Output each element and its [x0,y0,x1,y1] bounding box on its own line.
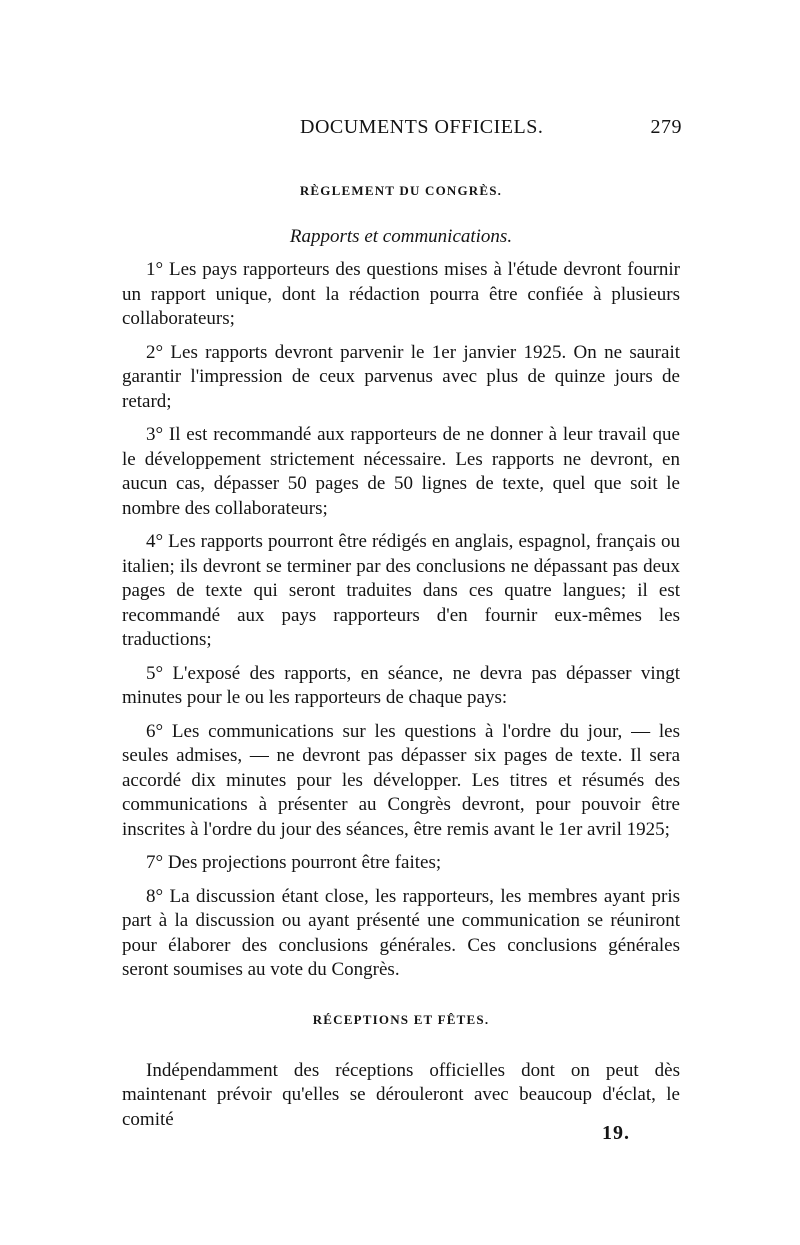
section-heading-receptions: RÉCEPTIONS ET FÊTES. [312,1011,490,1027]
paragraph-article-4: 4° Les rapports pourront être rédigés en anglais, espagnol, français ou italien; ils devront se terminer par des conclusions ne dépassant pas deux pages de texte qui seront traduites dans ces quatre langues; il est recommandé aux pays rapporteurs d'en fournir eux-mêmes les traductions; [122,531,680,650]
section-heading-reglement: RÈGLEMENT DU CONGRÈS. [299,183,503,198]
paragraph-article-7: 7° Des projections pourront être faites; [146,852,442,873]
paragraph-article-6: 6° Les communications sur les questions à l'ordre du jour, — les seules admises, — ne devront pas dépasser six pages de texte. Il sera accordé dix minutes pour les développer. Les titres et résumés des communications à présenter au Congrès devront, pour pouvoir être inscrites à l'ordre du jour des séances, être remis avant le 1er avril 1925; [122,720,680,840]
body-text [122,180,680,1141]
paragraph-article-3: 3° Il est recommandé aux rapporteurs de ne donner à leur travail que le développement strictement nécessaire. Les rapports ne devront, en aucun cas, dépasser 50 pages de 50 lignes de texte, quel que soit le nombre des collaborateurs; [122,424,680,519]
paragraph-article-1: 1° Les pays rapporteurs des questions mises à l'étude devront fournir un rapport unique, dont la rédaction pourra être confiée à plusieurs collaborateurs; [122,259,680,329]
page-number: 279 [650,116,682,138]
subsection-heading-rapports: Rapports et communications. [289,226,513,247]
header-title: DOCUMENTS OFFICIELS. [300,116,544,138]
paragraph-article-8: 8° La discussion étant close, les rapporteurs, les membres ayant pris part à la discussion ou ayant présenté une communication se réuniront pour élaborer des conclusions générales. Ces conclusions générales seront soumises au vote du Congrès. [122,885,680,980]
paragraph-article-2: 2° Les rapports devront parvenir le 1er janvier 1925. On ne saurait garantir l'impression de ceux parvenus avec plus de quinze jours de retard; [122,341,680,412]
running-header [120,116,682,142]
paragraph-receptions: Indépendamment des réceptions officielles dont on peut dès maintenant prévoir qu'elles se dérouleront avec beaucoup d'éclat, le comité [122,1059,680,1130]
paragraph-article-5: 5° L'exposé des rapports, en séance, ne devra pas dépasser vingt minutes pour le ou les rapporteurs de chaque pays: [122,662,680,708]
signature-mark: 19. [602,1122,630,1144]
